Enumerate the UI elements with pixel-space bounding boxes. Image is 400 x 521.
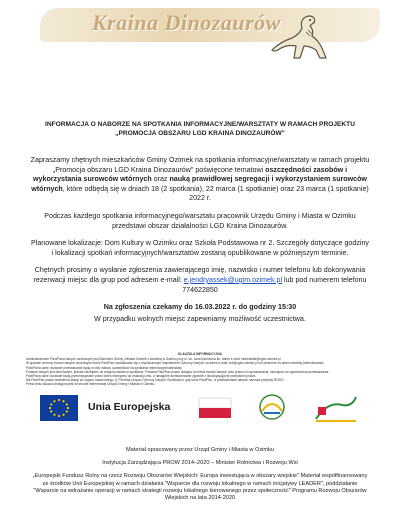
paragraph-registration bbox=[30, 266, 370, 295]
notice-title-line-1: INFORMACJA O NABORZE NA SPOTKANIA INFORMACYJNE/WARSZTATY W RAMACH PROJEKTU bbox=[45, 121, 355, 128]
gdpr-line: Pani/Pana dane osobowe będą przechowywane przez okres niezbędny do realizacji celu, a następnie archiwizowane zgodnie z obowiązującymi przepisami prawa. bbox=[26, 374, 256, 379]
notice-body bbox=[30, 120, 370, 332]
notice-title-line-2: „PROMOCJA OBSZARU LGD KRAINA DINOZAURÓW" bbox=[115, 130, 285, 137]
leader-logo-icon bbox=[252, 393, 292, 423]
footer-funding-statement: „Europejski Fundusz Rolny na rzecz Rozwoju Obszarów Wiejskich: Europa inwestująca w obszary wiejskie" Materiał współfinansowany ze środków Unii Europejskiej w ramach działania "Wsparcie dla rozwoju lokalnego w ramach inicjatywy LEADER", poddziałanie "Wsparcie na wdrażanie operacji w ramach strategii rozwoju lokalnego kierowanego przez społeczność" Programu Rozwoju Obszarów Wiejskich na lata 2014-2020 bbox=[32, 473, 368, 502]
invitation-highlight-1: oszczędności zasobów i wykorzystania surowców wtórnych bbox=[33, 165, 348, 184]
notice-title bbox=[30, 120, 370, 138]
gdpr-line: Administratorem Pani/Pana danych osobowych jest Burmistrz Gminy i Miasta Ozimek z siedzibą w Ozimku przy ul. ks. Jana Dzierżona 4b, adres e-mail: sekretariat@ugim.ozimek.pl bbox=[26, 357, 281, 362]
eu-label: Unia Europejska bbox=[88, 401, 171, 413]
footer-managing-authority: Instytucja Zarządzająca PROW 2014–2020 – Minister Rolnictwa i Rozwoju Wsi bbox=[102, 460, 298, 467]
invitation-text-1: Zapraszamy chętnych mieszkańców Gminy Ozimek na spotkania informacyjne/warsztaty w ramach projektu „Promocja obszaru LGD Kraina Dinozaurów" poświęcone tematowi bbox=[30, 156, 370, 174]
poland-flag-icon bbox=[198, 395, 232, 421]
registration-text-1: Chętnych prosimy o wysłanie zgłoszenia zawierającego imię, nazwisko i numer telefonu lub dokonywania rezerwacji miejsc dla grup pod adresem e-mail: bbox=[33, 266, 366, 284]
registration-email-link[interactable]: e.jendryassek@ugim.ozimek.pl bbox=[183, 275, 283, 284]
gdpr-line: W sprawie ochrony swoich danych osobowych może Pani/Pan kontaktować się z wyznaczonym Inspektorem Ochrony Danych na adres e-mail: iod@ugim.ozimek.pl lub pisemnie na adres siedziby Administratora. bbox=[26, 361, 325, 366]
funding-logos bbox=[30, 393, 370, 429]
paragraph-presentation: Podczas każdego spotkania informacyjnego/warsztatu pracownik Urzędu Gminy i Miasta w Ozimku przedstawi obszar działalności LGD Kraina Dinozaurów. bbox=[44, 211, 356, 230]
footer-prepared-by: Materiał opracowany przez Urząd Gminy i Miasta w Ozimku bbox=[126, 447, 274, 453]
gdpr-line: Pani/Pana dane osobowe przetwarzane będą w celu naboru uczestników na spotkania informacyjne/warsztaty. bbox=[26, 365, 183, 370]
document-header bbox=[0, 0, 400, 62]
brand-logo-text: Kraina Dinozaurów bbox=[92, 10, 281, 35]
invitation-text-3: , które odbędą się w dniach 18 (2 spotkania), 22 marca (1 spotkanie) oraz 23 marca (1 spotkanie) 2022 r. bbox=[62, 184, 369, 203]
eu-flag-icon bbox=[40, 395, 78, 421]
paragraph-locations: Planowane lokalizacje: Dom Kultury w Ozimku oraz Szkoła Podstawowa nr 2. Szczegóły dotyczące godziny i lokalizacji spotkań informacyjnych/warsztatów zostaną opublikowane w późniejszym terminie. bbox=[31, 239, 369, 257]
gdpr-line: Pełna treść klauzuli dostępna jest na stronie internetowej Urzędu Gminy i Miasta w Ozimku. bbox=[26, 382, 156, 387]
prow-logo-icon bbox=[312, 393, 360, 425]
gdpr-line: Ma Pani/Pan prawo wniesienia skargi do organu nadzorczego, tj. Prezesa Urzędu Ochrony Danych Osobowych, gdy uzna Pani/Pan, iż przetwarzanie danych narusza przepisy RODO. bbox=[26, 378, 285, 383]
gdpr-line: Podanie danych jest dobrowolne, jednak niezbędne do wzięcia udziału w spotkaniu. Posiada Pani/Pan prawo dostępu do treści swoich danych oraz prawo ich sprostowania, usunięcia lub ograniczenia przetwarzania. bbox=[26, 369, 330, 374]
invitation-text-2: oraz bbox=[151, 175, 170, 184]
registration-text-2: lub pod numerem telefonu 774622850 bbox=[182, 275, 367, 294]
availability-note: W przypadku wolnych miejsc zapewniamy możliwość uczestnictwa. bbox=[94, 314, 306, 323]
dinosaur-icon bbox=[270, 14, 332, 60]
invitation-highlight-2: nauką prawidłowej segregacji i wykorzystaniem surowców wtórnych bbox=[31, 175, 367, 193]
gdpr-clause bbox=[26, 352, 374, 387]
gdpr-heading: KLAUZULA INFORMACYJNA bbox=[178, 352, 222, 356]
registration-deadline: Na zgłoszenia czekamy do 16.03.2022 r. do godziny 15:30 bbox=[103, 303, 297, 312]
document-footer bbox=[30, 447, 370, 508]
paragraph-invitation bbox=[30, 156, 370, 204]
